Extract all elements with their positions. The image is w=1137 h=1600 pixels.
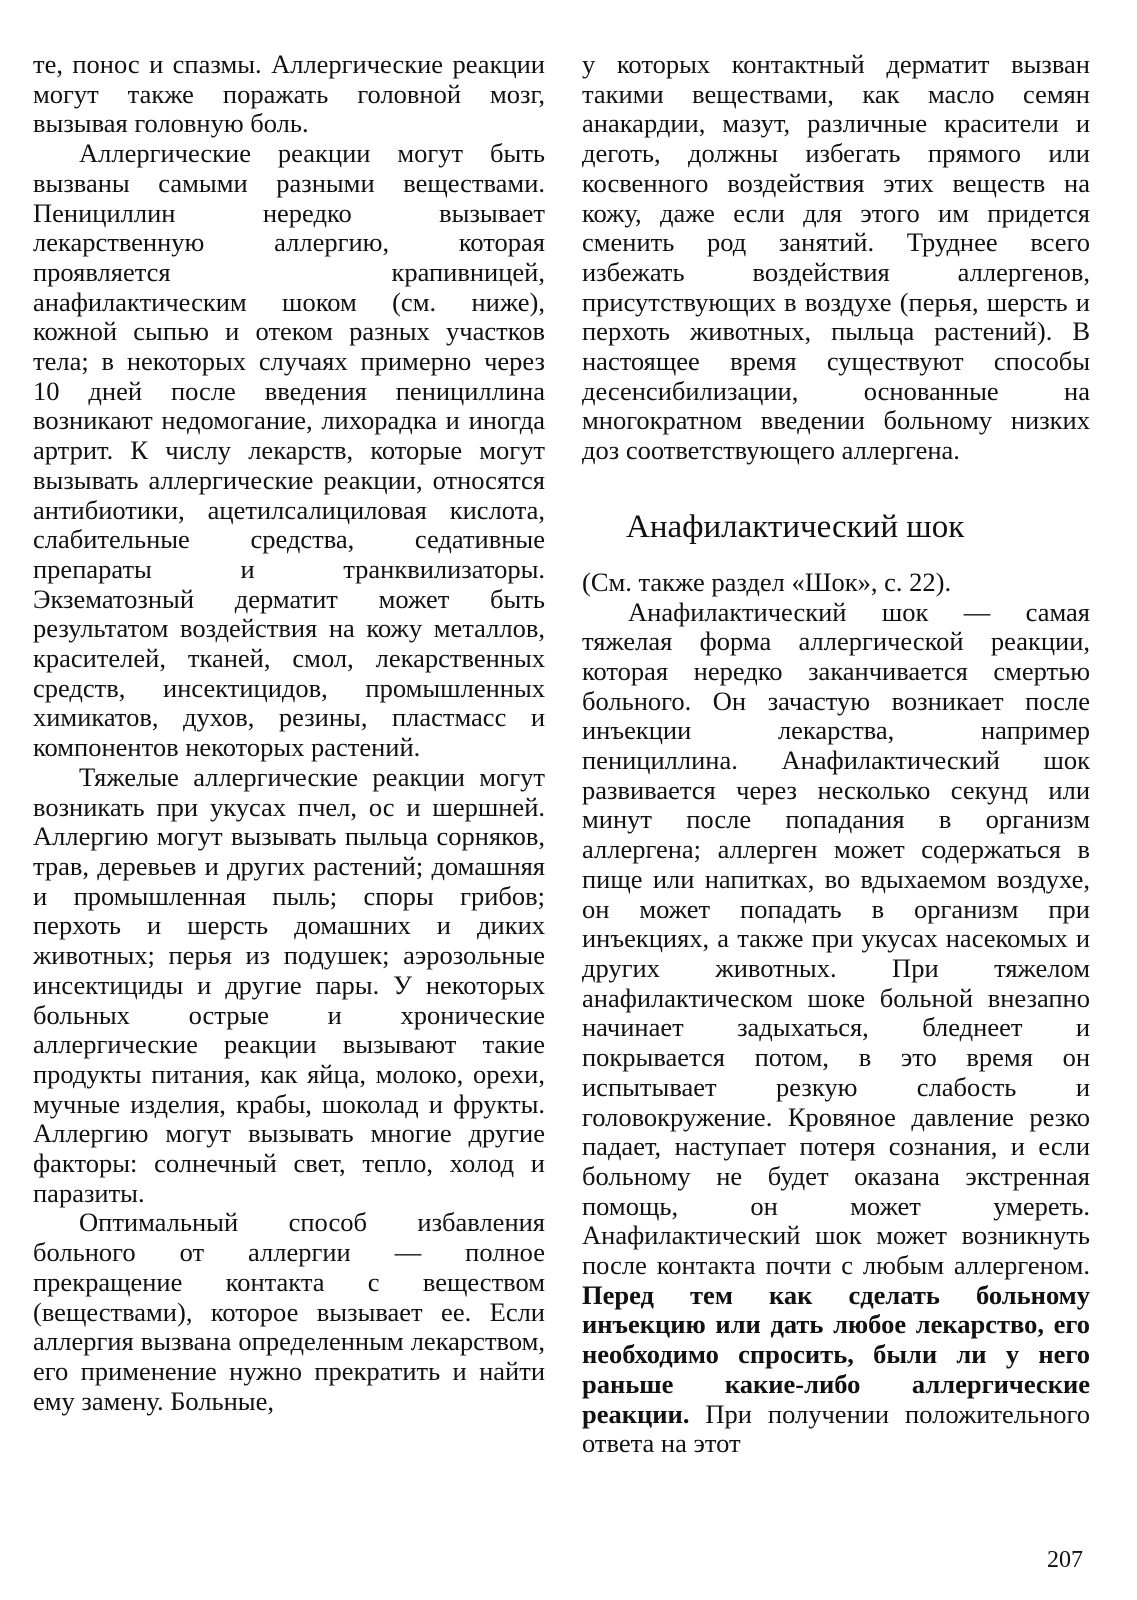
left-paragraph-3: Тяжелые аллергические реакции могут возникать при укусах пчел, ос и шершней. Аллергию могут вызывать пыльца сорняков, трав, деревьев и других растений; домашняя и промышленная пыль; споры грибов; перхоть и шерсть домашних и диких животных; перья из подушек; аэрозольные инсектициды и другие пары. У некоторых больных острые и хронические аллергические реакции вызывают такие продукты питания, как яйца, молоко, орехи, мучные изделия, крабы, шоколад и фрукты. Аллергию могут вызывать многие другие факторы: солнечный свет, тепло, холод и паразиты.	[33, 761, 545, 1208]
page-number: 207	[1047, 1547, 1083, 1573]
right-column	[582, 50, 1090, 1459]
right-paragraph-3	[582, 598, 1090, 1459]
paragraph-continuation: При получении положительного ответа на этот	[582, 1398, 1090, 1459]
cross-reference: (См. также раздел «Шок», с. 22).	[582, 566, 952, 597]
paragraph-text: Анафилактический шок — самая тяжелая форма аллергической реакции, которая нередко заканчивается смертью больного. Он зачастую возникает после инъекции лекарства, например пенициллина. Анафилактический шок развивается через несколько секунд или минут после попадания в организм аллергена; аллерген может содержаться в пище или напитках, во вдыхаемом воздухе, он может попадать в организм при инъекциях, а также при укусах насекомых и других животных. При тяжелом анафилактическом шоке больной внезапно начинает задыхаться, бледнеет и покрывается потом, в это время он испытывает резкую слабость и головокружение. Кровяное давление резко падает, наступает потеря сознания, и если больному не будет оказана экстренная помощь, он может умереть. Анафилактический шок может возникнуть после контакта почти с любым аллергеном.	[582, 596, 1090, 1281]
right-paragraph-1: у которых контактный дерматит вызван такими веществами, как масло семян анакардии, мазут, различные красители и деготь, должны избегать прямого или косвенного воздействия этих веществ на кожу, даже если для этого им придется сменить род занятий. Труднее всего избежать воздействия аллергенов, присутствующих в воздухе (перья, шерсть и перхоть животных, пыльца растений). В настоящее время существуют способы десенсибилизации, основанные на многократном введении больному низких доз соответствующего аллергена.	[582, 49, 1090, 466]
bold-warning: Перед тем как сделать больному инъекцию или дать любое лекарство, его необходимо спросить, были ли у него раньше какие-либо аллергические реакции.	[582, 1279, 1090, 1429]
left-paragraph-4: Оптимальный способ избавления больного от аллергии — полное прекращение контакта с веществом (веществами), которое вызывает ее. Если аллергия вызвана определенным лекарством, его применение нужно прекратить и найти ему замену. Больные,	[33, 1207, 545, 1416]
left-column	[33, 50, 545, 1416]
left-paragraph-2: Аллергические реакции могут быть вызваны самыми разными веществами. Пенициллин нередко вызывает лекарственную аллергию, которая проявляется крапивницей, анафилактическим шоком (см. ниже), кожной сыпью и отеком разных участков тела; в некоторых случаях примерно через 10 дней после введения пенициллина возникают недомогание, лихорадка и иногда артрит. К числу лекарств, которые могут вызывать аллергические реакции, относятся антибиотики, ацетилсалициловая кислота, слабительные средства, седативные препараты и транквилизаторы. Экзематозный дерматит может быть результатом воздействия на кожу металлов, красителей, тканей, смол, лекарственных средств, инсектицидов, промышленных химикатов, духов, резины, пластмасс и компонентов некоторых растений.	[33, 138, 545, 763]
section-heading: Анафилактический шок	[626, 508, 965, 545]
left-paragraph-1: те, понос и спазмы. Аллергические реакции могут также поражать головной мозг, вызывая головную боль.	[33, 49, 545, 139]
